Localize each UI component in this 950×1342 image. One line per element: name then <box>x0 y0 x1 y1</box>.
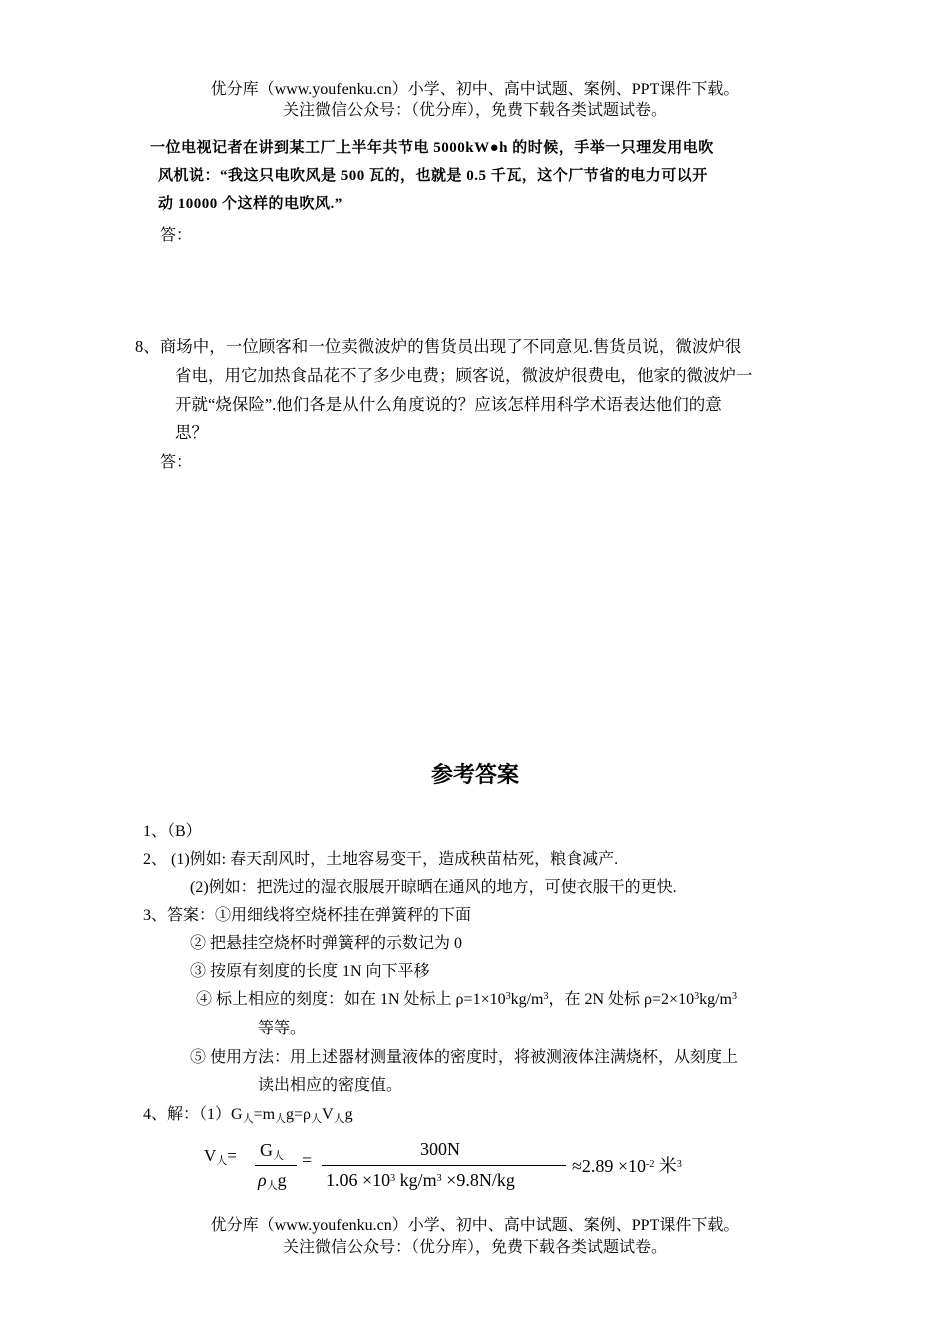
formula-V: V <box>204 1146 217 1165</box>
q7-line-2: 风机说：“我这只电吹风是 500 瓦的，也就是 0.5 千瓦，这个厂节省的电力可以开 <box>158 168 708 184</box>
den-a: 1.06 ×10 <box>326 1170 391 1190</box>
answer-3-line-5b: 读出相应的密度值。 <box>258 1077 403 1094</box>
den-c: ×9.8N/kg <box>441 1170 515 1190</box>
a4-m1: =m <box>253 1106 276 1123</box>
frac2-bar <box>322 1165 566 1166</box>
formula-rho-sub: 人 <box>266 1180 278 1192</box>
frac1-num <box>260 1140 284 1163</box>
den-exp-2: 3 <box>436 1173 442 1184</box>
result-exp: -2 <box>646 1159 655 1170</box>
a3-4-exp-2: 3 <box>543 991 549 1002</box>
answer-1: 1、（B） <box>143 823 202 840</box>
formula-rho: ρ <box>258 1170 267 1190</box>
a4-m2: g=ρ <box>286 1106 312 1123</box>
q7-line-3: 动 10000 个这样的电吹风.” <box>158 196 343 212</box>
result-unit: 米 <box>654 1156 677 1176</box>
a4-sub-3: 人 <box>311 1113 323 1125</box>
answer-3-line-4 <box>196 986 737 1009</box>
a4-sub-1: 人 <box>242 1113 254 1125</box>
q8-line-3: 开就“烧保险”.他们各是从什么角度说的？应该怎样用科学术语表达他们的意 <box>175 395 722 414</box>
q7-line-1: 一位电视记者在讲到某工厂上半年共节电 5000kW●h 的时候，手举一只理发用电吹 <box>150 140 714 156</box>
answers-title: 参考答案 <box>430 762 519 787</box>
formula-result <box>572 1152 682 1178</box>
formula-eq-1: = <box>227 1146 237 1165</box>
a3-4-part-c: ，在 2N 处标 ρ=2×10 <box>548 991 695 1008</box>
frac1-den <box>258 1170 287 1193</box>
result-approx: ≈2.89 ×10 <box>572 1156 647 1176</box>
header-line-2: 关注微信公众号：（优分库），免费下载各类试题试卷。 <box>282 102 667 119</box>
q8-answer-label: 答： <box>160 454 193 471</box>
formula-eq-2: = <box>302 1150 313 1170</box>
formula-V-sub: 人 <box>216 1155 228 1167</box>
header-line-1: 优分库（www.youfenku.cn）小学、初中、高中试题、案例、PPT课件下载。 <box>210 81 740 98</box>
answer-4-line-1 <box>143 1101 353 1126</box>
a3-4-exp-4: 3 <box>731 991 737 1002</box>
answer-3-line-2: ② 把悬挂空烧杯时弹簧秤的示数记为 0 <box>190 935 463 952</box>
a4-prefix: 4、解：（1）G <box>143 1106 243 1123</box>
a3-4-exp-3: 3 <box>694 991 700 1002</box>
a3-4-part-b: kg/m <box>510 991 544 1008</box>
a3-4-part-a: ④ 标上相应的刻度：如在 1N 处标上 ρ=1×10 <box>196 991 506 1008</box>
q8-line-1: 8、商场中，一位顾客和一位卖微波炉的售货员出现了不同意见.售货员说，微波炉很 <box>135 337 742 356</box>
footer-line-2: 关注微信公众号：（优分库），免费下载各类试题试卷。 <box>282 1239 667 1256</box>
a4-sub-4: 人 <box>333 1113 345 1125</box>
a4-end: g <box>344 1106 353 1123</box>
formula-G-sub: 人 <box>273 1150 284 1162</box>
a4-sub-2: 人 <box>275 1113 287 1125</box>
answer-3-line-4b: 等等。 <box>258 1020 307 1037</box>
answer-3-line-5: ⑤ 使用方法：用上述器材测量液体的密度时，将被测液体注满烧杯，从刻度上 <box>190 1049 739 1066</box>
footer-line-1: 优分库（www.youfenku.cn）小学、初中、高中试题、案例、PPT课件下载。 <box>210 1217 740 1234</box>
q7-answer-label: 答： <box>160 227 193 244</box>
formula-G: G <box>260 1140 273 1160</box>
a4-m3: V <box>322 1106 334 1123</box>
q8-line-2: 省电，用它加热食品花不了多少电费；顾客说，微波炉很费电，他家的微波炉一 <box>175 366 753 385</box>
formula-g: g <box>277 1170 287 1190</box>
q8-line-4: 思？ <box>175 423 208 442</box>
frac1-bar <box>255 1165 297 1166</box>
answer-2-line-1: 2、 (1)例如: 春天刮风时，土地容易变干，造成秧苗枯死，粮食减产. <box>143 851 619 868</box>
answer-3-line-3: ③ 按原有刻度的长度 1N 向下平移 <box>190 963 430 980</box>
a3-4-part-d: kg/m <box>699 991 732 1008</box>
result-unit-exp: 3 <box>676 1159 682 1170</box>
answer-3-line-1: 3、答案：①用细线将空烧杯挂在弹簧秤的下面 <box>143 907 472 924</box>
formula-lhs <box>204 1146 237 1168</box>
den-exp-1: 3 <box>390 1173 396 1184</box>
answer-2-line-2: (2)例如：把洗过的湿衣服展开晾晒在通风的地方，可使衣服干的更快. <box>190 879 677 896</box>
frac2-num: 300N <box>420 1139 460 1159</box>
den-b: kg/m <box>395 1170 437 1190</box>
a3-4-exp-1: 3 <box>505 991 511 1002</box>
frac2-den <box>326 1170 515 1191</box>
